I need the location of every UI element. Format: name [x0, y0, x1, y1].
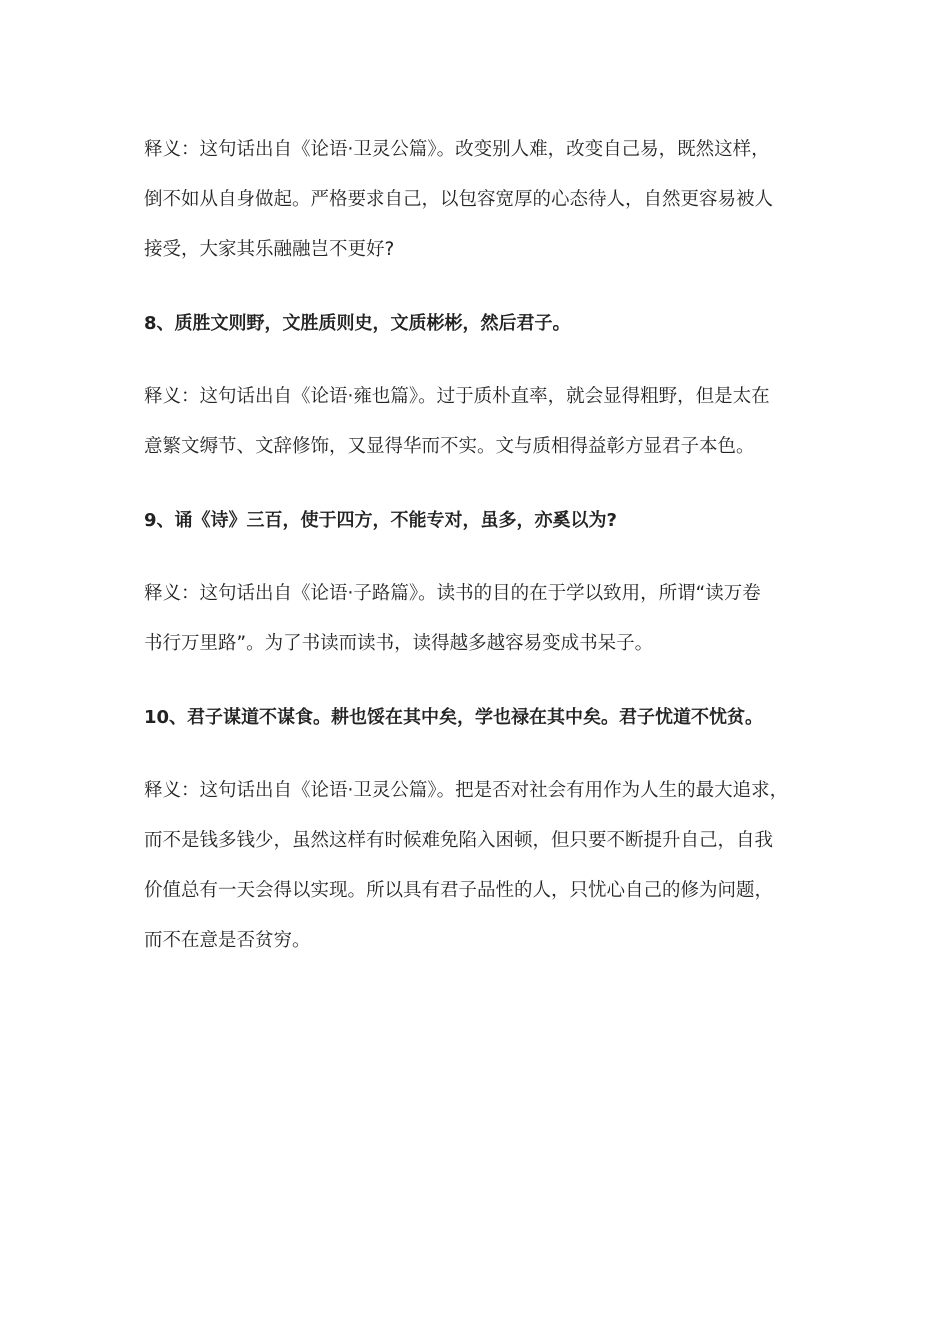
explanation-line: 释义：这句话出自《论语·卫灵公篇》。把是否对社会有用作为人生的最大追求，	[144, 780, 789, 801]
quote-heading: 10、君子谋道不谋食。耕也馁在其中矣，学也禄在其中矣。君子忧道不忧贫。	[144, 707, 764, 728]
quote-heading: 9、诵《诗》三百，使于四方，不能专对，虽多，亦奚以为?	[144, 510, 617, 531]
explanation-line: 释义：这句话出自《论语·卫灵公篇》。改变别人难，改变自己易，既然这样，	[144, 139, 770, 160]
quote-heading: 8、质胜文则野，文胜质则史，文质彬彬，然后君子。	[144, 313, 571, 334]
explanation-line: 释义：这句话出自《论语·雍也篇》。过于质朴直率，就会显得粗野，但是太在	[144, 386, 770, 407]
explanation-line: 而不在意是否贫穷。	[144, 930, 311, 951]
explanation-line: 书行万里路”。为了书读而读书，读得越多越容易变成书呆子。	[144, 633, 654, 654]
explanation-line: 而不是钱多钱少，虽然这样有时候难免陷入困顿，但只要不断提升自己，自我	[144, 830, 774, 851]
explanation-line: 意繁文缛节、文辞修饰，又显得华而不实。文与质相得益彰方显君子本色。	[144, 436, 755, 457]
explanation-line: 价值总有一天会得以实现。所以具有君子品性的人，只忧心自己的修为问题，	[144, 880, 774, 901]
explanation-line: 释义：这句话出自《论语·子路篇》。读书的目的在于学以致用，所谓“读万卷	[144, 583, 761, 604]
explanation-line: 倒不如从自身做起。严格要求自己，以包容宽厚的心态待人，自然更容易被人	[144, 189, 774, 210]
explanation-line: 接受，大家其乐融融岂不更好?	[144, 239, 395, 260]
